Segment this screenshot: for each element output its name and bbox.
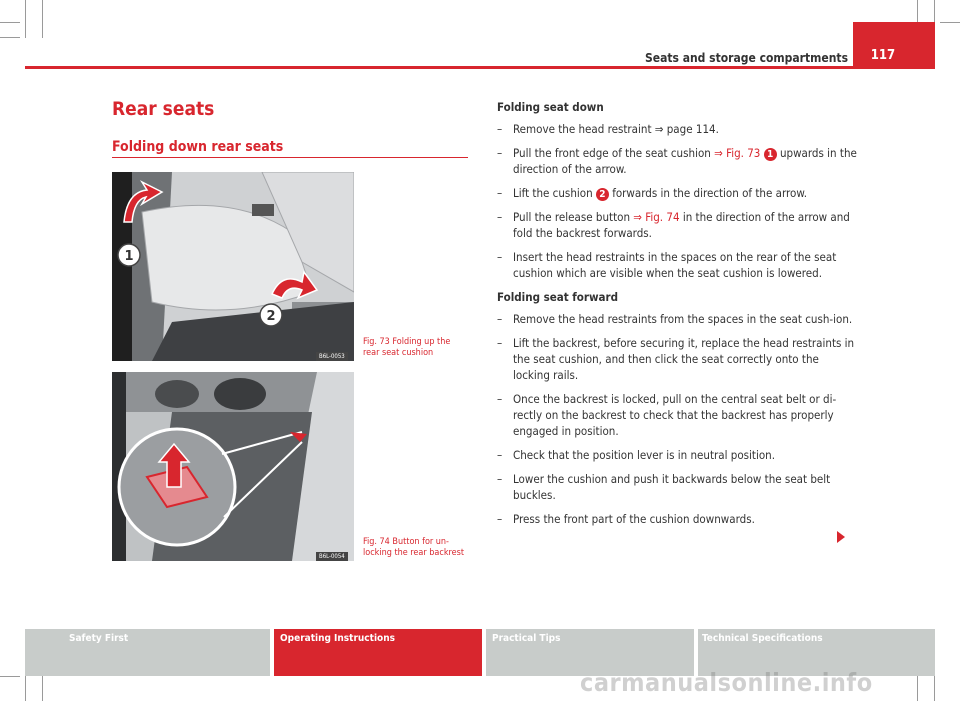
footer-tab-operating-instructions[interactable]: [274, 629, 482, 676]
list-dash: –: [497, 336, 503, 350]
step-text: Pull the release button: [513, 210, 634, 224]
sub-heading-rule: [112, 157, 468, 158]
step-text: Remove the head restraint ⇒ page 114.: [513, 122, 719, 136]
list-dash: –: [497, 512, 503, 526]
list-item: [497, 249, 857, 281]
marker-2-badge: 2: [596, 188, 609, 201]
list-item: [497, 311, 857, 327]
marker-1-badge: 1: [764, 148, 777, 161]
crop-mark: [0, 37, 20, 38]
footer-tab-label: Operating Instructions: [280, 633, 395, 644]
section-title-folding-forward: Folding seat forward: [497, 290, 619, 304]
step-text: Lower the cushion and push it backwards below the seat belt buckles.: [513, 472, 831, 502]
figure-74-image: [112, 372, 354, 561]
figure-link[interactable]: ⇒ Fig. 73: [714, 146, 761, 160]
list-dash: –: [497, 210, 503, 224]
step-text: in the direction of the arrow and fold the backrest forwards.: [513, 210, 850, 240]
figure-badge: B6L-0054: [316, 552, 348, 561]
backrest-release-illustration: [112, 372, 354, 561]
section-title: Seats and storage compartments: [644, 51, 848, 65]
list-dash: –: [497, 122, 503, 136]
step-text: Press the front part of the cushion downwards.: [513, 512, 755, 526]
step-text: Once the backrest is locked, pull on the central seat belt or di-rectly on the backrest to check that the backrest has properly engaged in position.: [513, 392, 837, 438]
list-dash: –: [497, 186, 503, 200]
list-dash: –: [497, 146, 503, 160]
figure-74-caption: Fig. 74 Button for un-locking the rear backrest: [363, 537, 465, 558]
footer-tab-safety-first[interactable]: [25, 629, 270, 676]
list-item: [497, 447, 857, 463]
crop-mark: [940, 22, 960, 23]
list-item: [497, 511, 857, 527]
figure-73-image: [112, 172, 354, 361]
figure-73-caption: Fig. 73 Folding up the rear seat cushion: [363, 337, 451, 358]
list-item: [497, 391, 857, 439]
list-item: [497, 335, 857, 383]
list-item: [497, 145, 857, 177]
step-text: Insert the head restraints in the spaces on the rear of the seat cushion which are visible when the seat cushion is lowered.: [513, 250, 837, 280]
footer-tab-label: Practical Tips: [492, 633, 561, 644]
footer-tab-label: Technical Specifications: [702, 633, 823, 644]
footer-tab-label: Safety First: [69, 633, 129, 644]
list-item: [497, 185, 857, 201]
page-heading: Rear seats: [112, 98, 215, 120]
step-text: forwards in the direction of the arrow.: [608, 186, 808, 200]
figure-link[interactable]: ⇒ Fig. 74: [633, 210, 680, 224]
watermark: carmanualsonline.info: [580, 668, 873, 697]
page-number: 117: [870, 48, 896, 63]
crop-mark: [934, 676, 935, 701]
sub-heading: Folding down rear seats: [112, 139, 284, 155]
header-rule: [25, 66, 880, 69]
list-dash: –: [497, 472, 503, 486]
crop-mark: [42, 676, 43, 701]
list-dash: –: [497, 312, 503, 326]
list-item: [497, 121, 857, 137]
crop-mark: [42, 0, 43, 38]
step-text: Remove the head restraints from the spaces in the seat cush-ion.: [513, 312, 853, 326]
figure-badge: B6L-0053: [316, 352, 348, 361]
crop-mark: [25, 676, 26, 701]
instructions-column: [497, 99, 857, 535]
list-dash: –: [497, 448, 503, 462]
crop-mark: [0, 22, 20, 23]
figure-marker-1: 1: [124, 249, 134, 264]
crop-mark: [917, 676, 918, 701]
seat-cushion-illustration: [112, 172, 354, 361]
list-item: [497, 471, 857, 503]
step-text: Lift the cushion: [513, 186, 596, 200]
crop-mark: [25, 0, 26, 38]
figure-marker-2: 2: [266, 309, 276, 324]
step-text: upwards in the direction of the arrow.: [513, 146, 857, 176]
step-text: Check that the position lever is in neutral position.: [513, 448, 776, 462]
list-item: [497, 209, 857, 241]
crop-mark: [0, 676, 20, 677]
list-dash: –: [497, 250, 503, 264]
step-text: Lift the backrest, before securing it, replace the head restraints in the seat cushion, and then click the seat correctly onto the locking rails.: [513, 336, 855, 382]
section-title-folding-down: Folding seat down: [497, 100, 604, 114]
step-text: Pull the front edge of the seat cushion: [513, 146, 715, 160]
continue-arrow-icon: [837, 531, 845, 543]
list-dash: –: [497, 392, 503, 406]
